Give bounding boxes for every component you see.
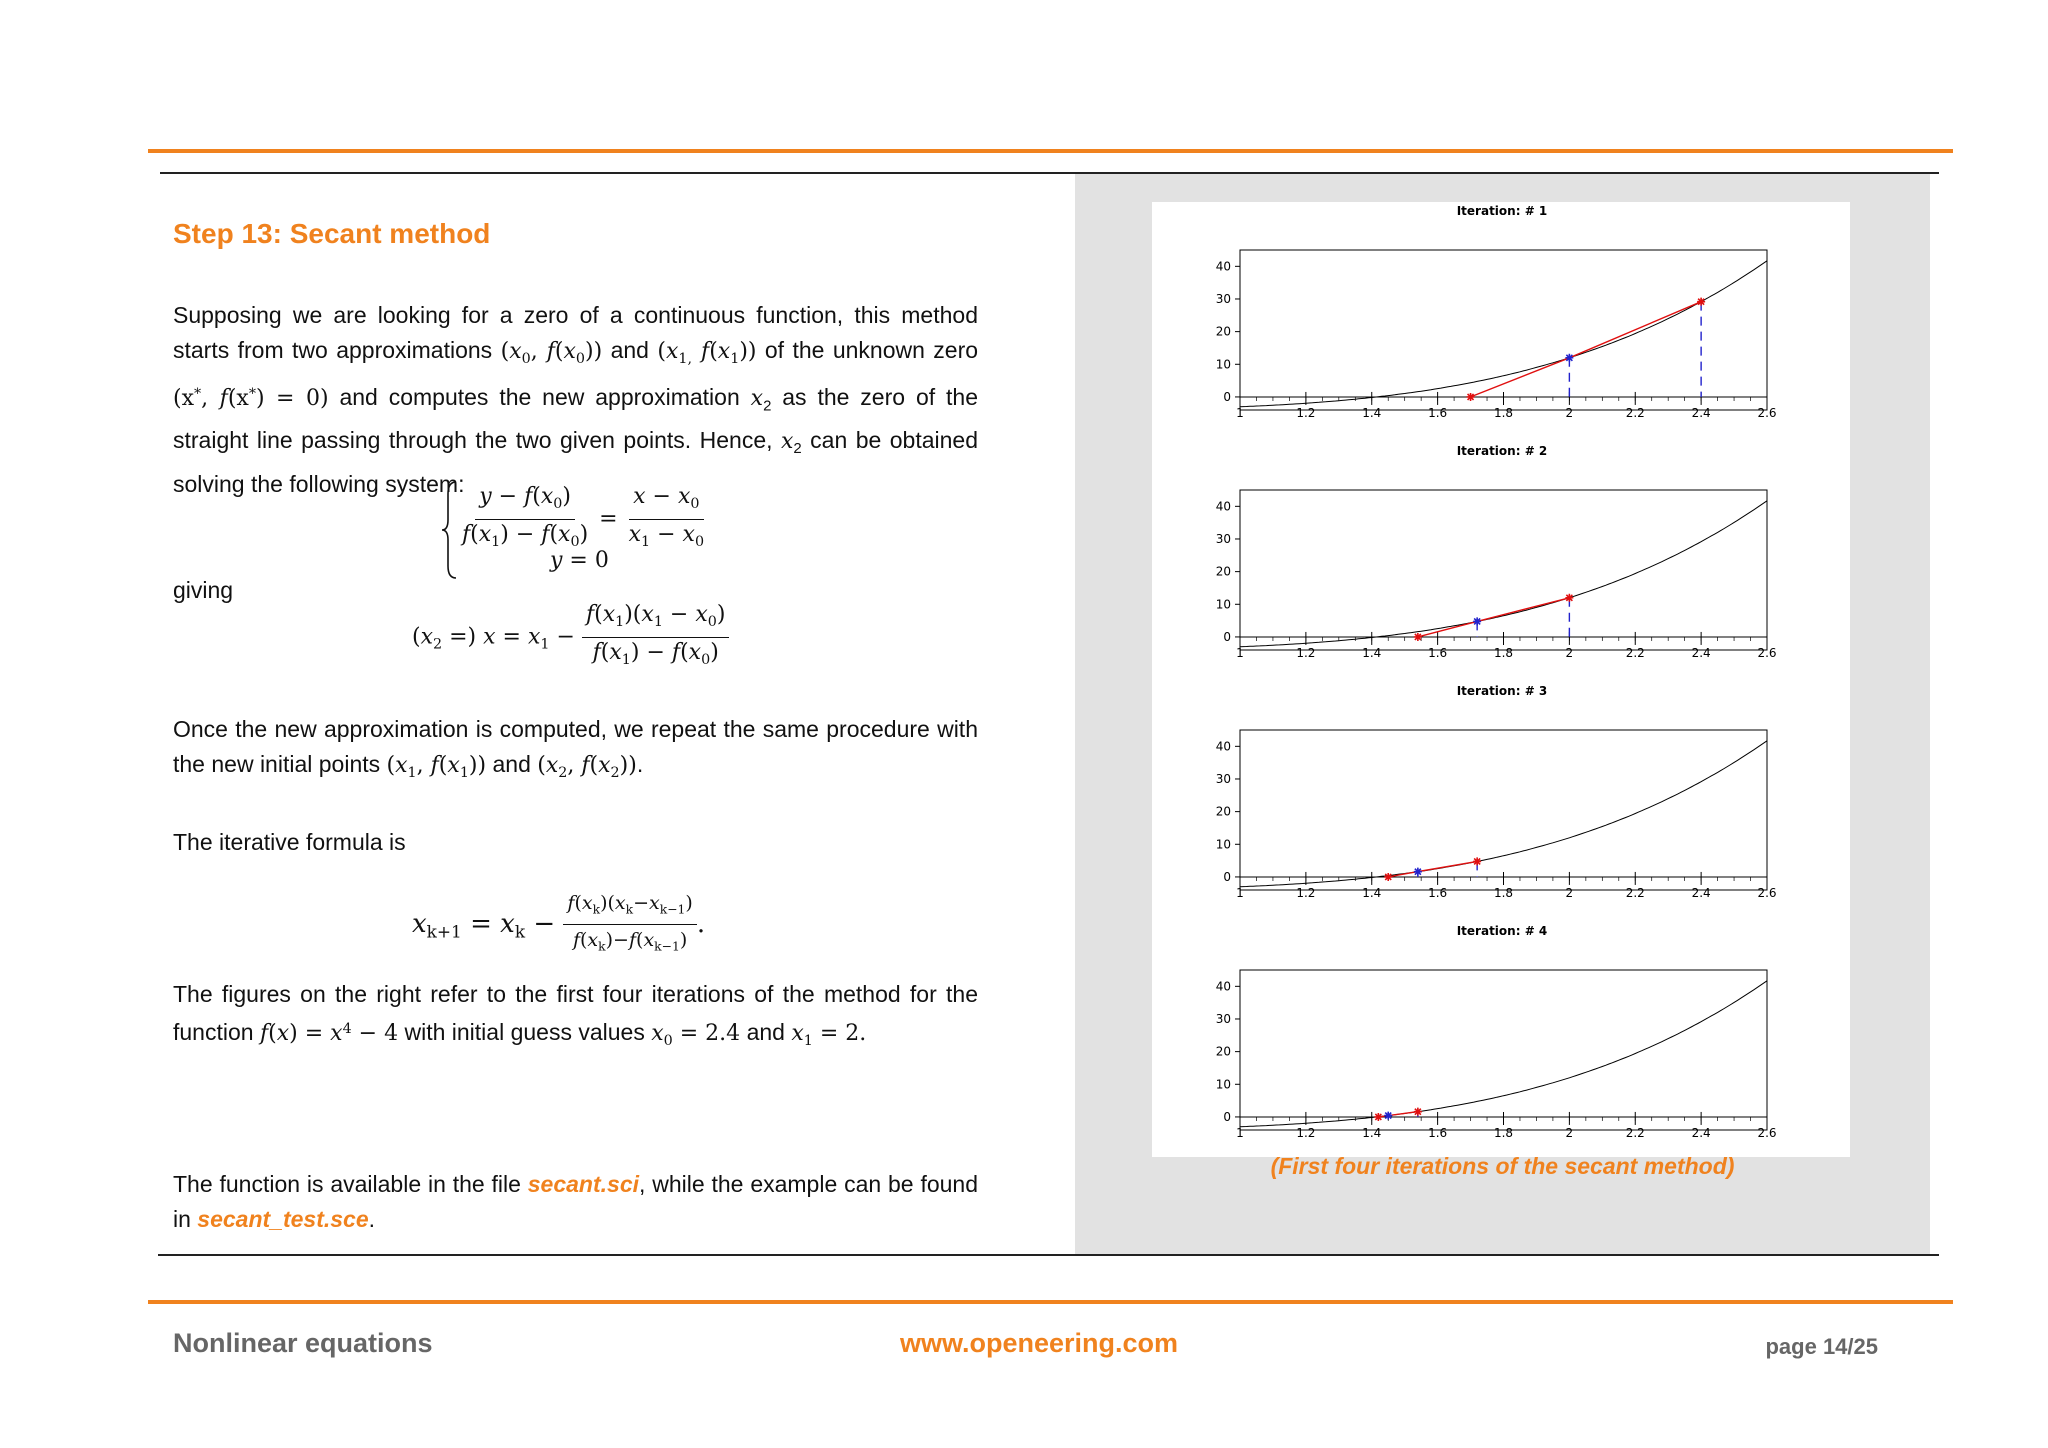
x-tick-label: 2.2 [1625,1125,1645,1140]
iterate-marker [1414,633,1422,641]
section-heading: Step 13: Secant method [173,218,491,249]
y-tick-label: 10 [1215,597,1231,612]
y-tick-label: 0 [1223,869,1231,884]
x-tick-label: 1 [1236,405,1244,420]
top-orange-rule [148,149,1953,153]
x-tick-label: 1.6 [1428,405,1448,420]
bottom-black-rule [158,1254,1939,1256]
x-tick-label: 2.4 [1691,885,1711,900]
secant-line [1471,302,1702,397]
x-tick-label: 2.4 [1691,405,1711,420]
footer-page-number: page 14/25 [1765,1334,1878,1359]
y-tick-label: 40 [1215,499,1231,514]
x-tick-label: 2.6 [1757,1125,1777,1140]
x-tick-label: 1.6 [1428,645,1448,660]
x-tick-label: 1.8 [1493,645,1514,660]
x-tick-label: 1.4 [1362,405,1382,420]
y-tick-label: 10 [1215,1077,1231,1092]
x-tick-label: 1.2 [1296,645,1316,660]
x-tick-label: 2.2 [1625,885,1645,900]
x-tick-label: 2.2 [1625,405,1645,420]
left-brace [440,480,460,580]
x-tick-label: 1.6 [1428,885,1448,900]
y-tick-label: 20 [1215,804,1231,819]
iterative-formula: $x_{k+1} = x_k$ − $\frac{f(x_k)(x_k-x_{k-1})}{f(x_k)-f(x_{k-1})}$ . [412,888,705,962]
bottom-orange-rule [148,1300,1953,1304]
y-tick-label: 30 [1215,291,1231,306]
x-tick-label: 2.6 [1757,885,1777,900]
x-tick-label: 1.4 [1362,1125,1382,1140]
x-tick-label: 2.6 [1757,405,1777,420]
function-curve [1240,501,1767,647]
iterate-marker [1697,298,1705,306]
y-tick-label: 40 [1215,259,1231,274]
y-tick-label: 0 [1223,1109,1231,1124]
chart-frame [1240,730,1767,890]
x-tick-label: 1.6 [1428,1125,1448,1140]
giving-label: giving [173,577,234,603]
footer-title: Nonlinear equations [173,1328,433,1358]
x2-formula: ($x_2$ =) $x = x_1$ − $\frac{f(x_1)(x_1 - x_0)}{f(x_1) - f(x_0)}$ [412,600,729,675]
iterate-marker [1384,873,1392,881]
iterate-marker [1374,1113,1382,1121]
x-tick-label: 1.2 [1296,405,1316,420]
chart-title: Iteration: # 4 [1456,924,1548,938]
iterate-marker [1473,617,1481,625]
x-tick-label: 1.4 [1362,885,1382,900]
y-tick-label: 20 [1215,564,1231,579]
y-tick-label: 30 [1215,771,1231,786]
y-tick-label: 30 [1215,1011,1231,1026]
secant-test-sce-link[interactable]: secant_test.sce [197,1206,369,1232]
x-tick-label: 1.2 [1296,1125,1316,1140]
x-tick-label: 1.8 [1493,405,1514,420]
iterate-marker [1414,1108,1422,1116]
x-tick-label: 2.6 [1757,645,1777,660]
iterative-label: The iterative formula is [173,829,406,855]
function-curve [1240,981,1767,1127]
function-curve [1240,741,1767,887]
x-tick-label: 2.2 [1625,645,1645,660]
x-tick-label: 1 [1236,645,1244,660]
iterate-marker [1565,354,1573,362]
y-tick-label: 10 [1215,837,1231,852]
y-tick-label: 20 [1215,324,1231,339]
figures-paragraph: The figures on the right refer to the first four iterations of the method for the function $f(x) = x^4 - 4$ with initial guess values $x_0 = 2.4$ and $x_1 = 2$. [173,981,978,1050]
repeat-paragraph: Once the new approximation is computed, we repeat the same procedure with the new initial points ($x_1$, $f(x_1)$) and ($x_2$, $f(x_2)$). [173,716,978,781]
y-tick-label: 0 [1223,389,1231,404]
y-tick-label: 30 [1215,531,1231,546]
iterate-marker [1473,857,1481,865]
footer-website[interactable]: www.openeering.com [900,1328,1179,1358]
y-tick-label: 10 [1215,357,1231,372]
chart-frame [1240,250,1767,410]
function-curve [1240,261,1767,407]
x-tick-label: 2 [1565,1125,1574,1140]
x-tick-label: 1 [1236,885,1244,900]
secant-line [1388,861,1477,877]
iterate-marker [1467,393,1475,401]
y-tick-label: 40 [1215,979,1231,994]
y-tick-label: 0 [1223,629,1231,644]
figure-area [1152,202,1850,1157]
iterate-marker [1565,594,1573,602]
x-tick-label: 2.4 [1691,1125,1711,1140]
files-paragraph: The function is available in the file secant.sci, while the example can be found in secant_test.sce. [173,1171,979,1232]
x-tick-label: 1.4 [1362,645,1382,660]
x-tick-label: 2 [1565,645,1574,660]
iterate-marker [1384,1112,1392,1120]
x-tick-label: 1.2 [1296,885,1316,900]
chart-frame [1240,490,1767,650]
x-tick-label: 2 [1565,885,1574,900]
chart-title: Iteration: # 1 [1456,204,1548,218]
x-tick-label: 1.8 [1493,1125,1514,1140]
y-tick-label: 20 [1215,1044,1231,1059]
x-tick-label: 1 [1236,1125,1244,1140]
chart-frame [1240,970,1767,1130]
iterate-marker [1414,868,1422,876]
y-tick-label: 40 [1215,739,1231,754]
x-tick-label: 1.8 [1493,885,1514,900]
secant-line [1418,598,1570,637]
intro-paragraph: Supposing we are looking for a zero of a continuous function, this method starts from two approximations ($x_0$, $f(x_0)$) and ($x_{1,}$ $f(x_1)$) of the unknown zero (x*, f(x*) = 0) and computes the new approximation $x_2$ as the zero of the straight line passing through the two given points. Hence, $x_2$ can be obtained solving the following system: [173,302,979,497]
chart-title: Iteration: # 3 [1456,684,1548,698]
secant-sci-link[interactable]: secant.sci [527,1171,640,1197]
secant-iterations-chart [1152,202,1850,1157]
figure-caption: (First four iterations of the secant method) [1270,1153,1735,1179]
x-tick-label: 2.4 [1691,645,1711,660]
chart-title: Iteration: # 2 [1456,444,1548,458]
x-tick-label: 2 [1565,405,1574,420]
